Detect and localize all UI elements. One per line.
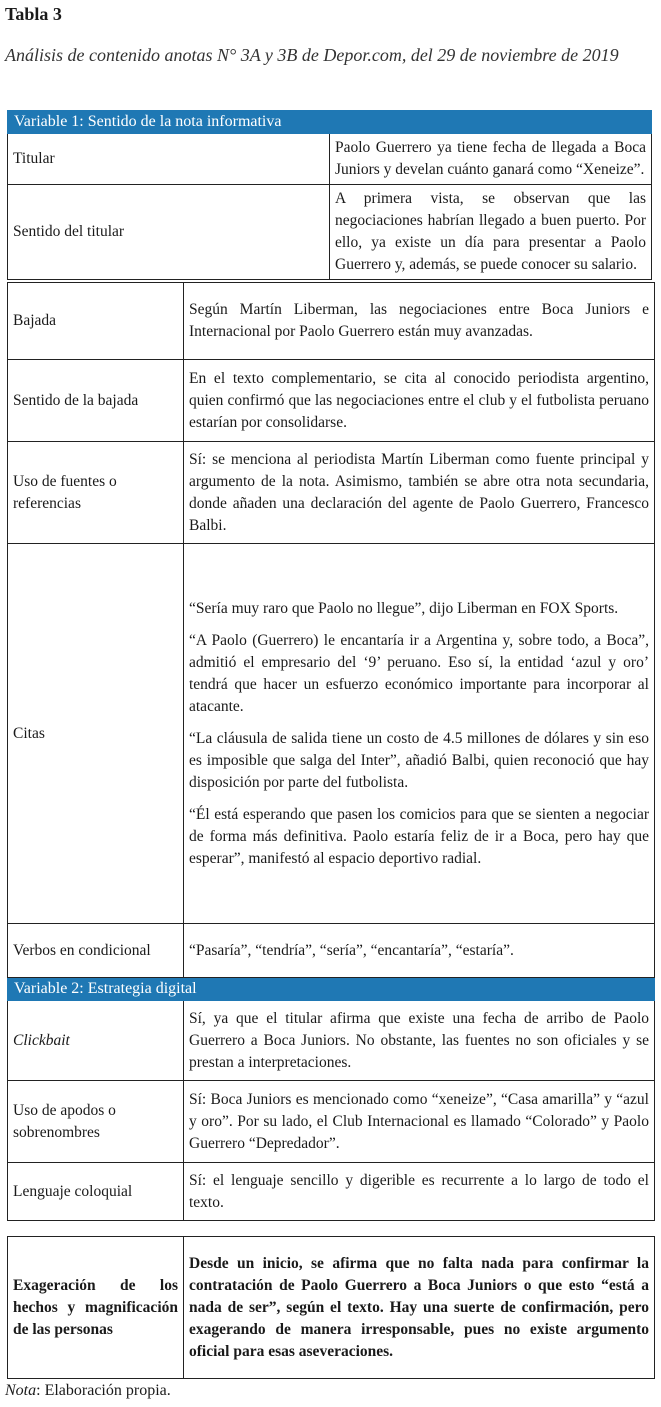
row-value-sentido-titular: A primera vista, se observan que las negociaciones habrían llegado a buen puerto. Por ello, ya existe un día para presentar a Paolo Guerrero y, además, se puede conocer su salario. (330, 185, 652, 280)
cita-paragraph: “La cláusula de salida tiene un costo de 4.5 millones de dólares y sin eso es imposible que salga del Inter”, añadió Balbi, quien reconoció que hay disposición por parte del futbolista. (189, 729, 649, 791)
row-value-exageracion: Desde un inicio, se afirma que no falta nada para confirmar la contratación de Paolo Guerrero a Boca Juniors o que esto “está a nada de ser”, según el texto. Hay una suerte de confirmación, pero exagerando de manera irresponsable, pues no existe argumento oficial para esas aseveraciones. (184, 1237, 655, 1379)
row-value-verbos: “Pasaría”, “tendría”, “sería”, “encantaría”, “estaría”. (184, 924, 655, 978)
row-label-clickbait: Clickbait (8, 1001, 184, 1081)
row-value-apodos: Sí: Boca Juniors es mencionado como “xeneize”, “Casa amarilla” y “azul y oro”. Por su lado, el Club Internacional es llamado “Colorado” y Paolo Guerrero “Depredador”. (184, 1081, 655, 1163)
row-value-fuentes: Sí: se menciona al periodista Martín Liberman como fuente principal y argumento de la nota. Asimismo, también se abre otra nota secundaria, donde añaden una declaración del agente de Paolo Guerrero, Francesco Balbi. (184, 442, 655, 544)
row-label-verbos: Verbos en condicional (8, 924, 184, 978)
row-label-fuentes: Uso de fuentes o referencias (8, 442, 184, 544)
table-title: Tabla 3 (5, 4, 62, 24)
row-label-sentido-titular: Sentido del titular (8, 185, 330, 280)
row-label-titular: Titular (8, 134, 330, 185)
row-value-sentido-bajada: En el texto complementario, se cita al conocido periodista argentino, quien confirmó que las negociaciones entre el club y el futbolista peruano estarían por consolidarse. (184, 360, 655, 442)
row-value-clickbait: Sí, ya que el titular afirma que existe una fecha de arribo de Paolo Guerrero a Boca Juniors. No obstante, las fuentes no son oficiales y se prestan a interpretaciones. (184, 1001, 655, 1081)
cita-paragraph: “A Paolo (Guerrero) le encantaría ir a Argentina y, sobre todo, a Boca”, admitió el empresario del ‘9’ peruano. Eso sí, la entidad ‘azul y oro’ tendrá que hacer un esfuerzo económico importante para incorporar al atacante. (189, 631, 649, 715)
row-label-citas: Citas (8, 544, 184, 924)
row-value-titular: Paolo Guerrero ya tiene fecha de llegada a Boca Juniors y develan cuánto ganará como “Xeneize”. (330, 134, 652, 185)
row-label-apodos: Uso de apodos o sobrenombres (8, 1081, 184, 1163)
variable-1-header: Variable 1: Sentido de la nota informativa (8, 111, 652, 134)
table-block-1 (7, 110, 652, 280)
note-text: : Elaboración propia. (36, 1382, 171, 1399)
row-label-exageracion: Exageración de los hechos y magnificación de las personas (8, 1237, 184, 1379)
row-value-citas (184, 544, 655, 924)
table-block-3 (7, 1236, 655, 1379)
cita-paragraph: “Sería muy raro que Paolo no llegue”, dijo Liberman en FOX Sports. (189, 599, 619, 617)
row-label-bajada: Bajada (8, 283, 184, 360)
row-label-lenguaje: Lenguaje coloquial (8, 1163, 184, 1221)
table-subtitle: Análisis de contenido anotas N° 3A y 3B de Depor.com, del 29 de noviembre de 2019 (5, 45, 619, 65)
row-value-lenguaje: Sí: el lenguaje sencillo y digerible es recurrente a lo largo de todo el texto. (184, 1163, 655, 1221)
note-label: Nota (5, 1382, 37, 1399)
cita-paragraph: “Él está esperando que pasen los comicios para que se sienten a negociar de forma más definitiva. Paolo estaría feliz de ir a Boca, pero hay que esperar”, manifestó al espacio deportivo radial. (189, 805, 649, 867)
table-block-2 (7, 282, 655, 1221)
row-label-sentido-bajada: Sentido de la bajada (8, 360, 184, 442)
table-note (5, 1382, 171, 1400)
variable-2-header: Variable 2: Estrategia digital (8, 978, 655, 1001)
row-value-bajada: Según Martín Liberman, las negociaciones entre Boca Juniors e Internacional por Paolo Guerrero están muy avanzadas. (184, 283, 655, 360)
